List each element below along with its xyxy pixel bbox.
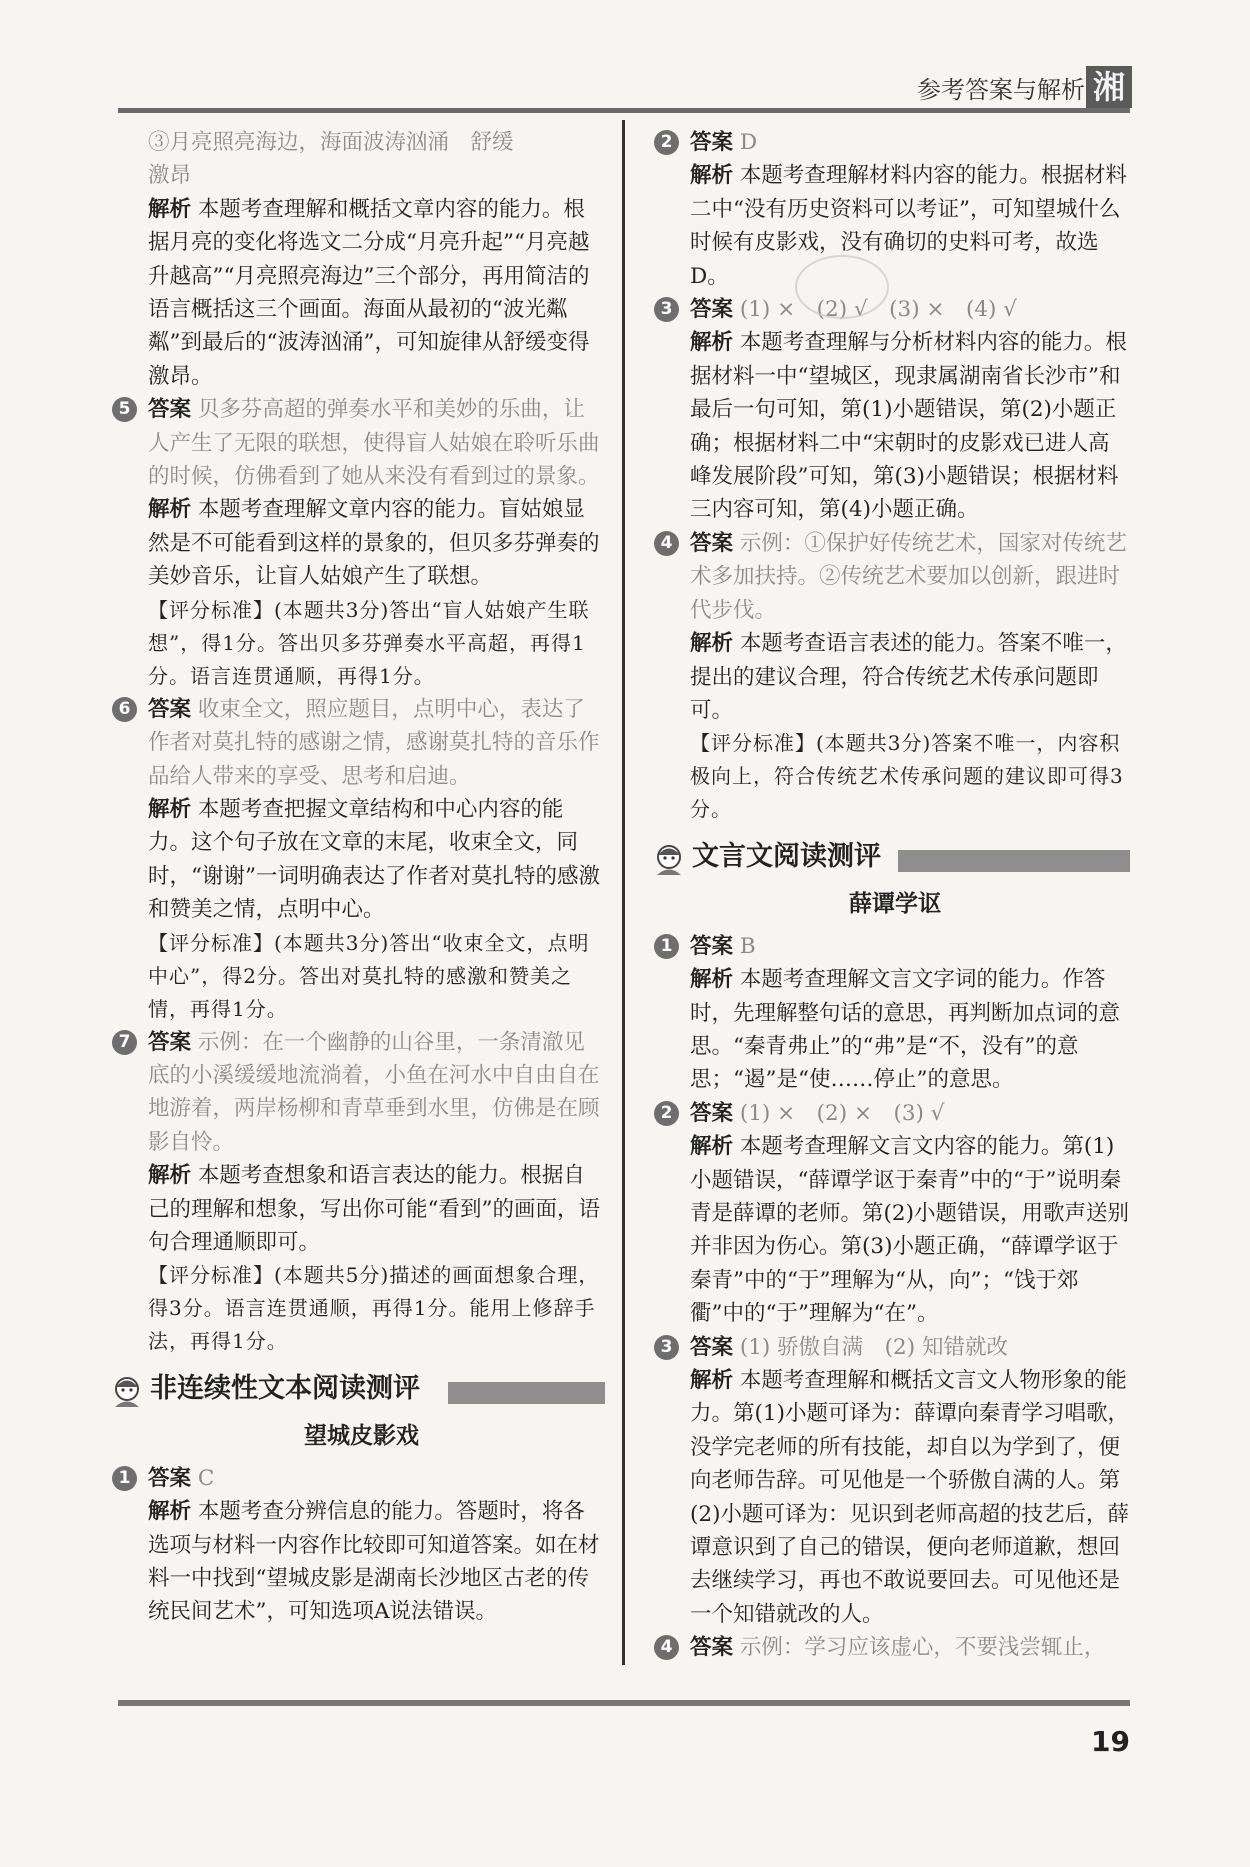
analysis-label: 解析 (690, 631, 734, 657)
page-number: 19 (1091, 1725, 1130, 1758)
analysis-text: 本题考查想象和语言表达的能力。根据自己的理解和想象，写出你可能“看到”的画面，语句合理通顺即可。 (148, 1163, 600, 1255)
student-icon (110, 1374, 144, 1408)
analysis-label: 解析 (690, 1134, 734, 1160)
answer-text: ③月亮照亮海边，海面波涛汹涌 舒缓 (148, 130, 514, 155)
analysis-text: 本题考查理解文言文内容的能力。第(1)小题错误，“薛谭学讴于秦青”中的“于”说明秦青是薛谭的老师。第(2)小题错误，用歌声送别并非因为伤心。第(3)小题正确，“薛谭学讴于秦青”中的“于”理解为“从，向”；“饯于郊衢”中的“于”理解为“在”。 (690, 1134, 1129, 1327)
analysis-label: 解析 (690, 163, 734, 189)
question-number-badge: 3 (654, 297, 679, 322)
analysis-text: 本题考查把握文章结构和中心内容的能力。这个句子放在文章的末尾，收束全文，同时，“谢谢”一词明确表达了作者对莫扎特的感激和赞美之情，点明中心。 (148, 796, 600, 923)
section-header (660, 838, 1130, 884)
question-3 (660, 293, 1130, 527)
question-number-badge: 1 (654, 934, 679, 959)
footer-rule (118, 1700, 1130, 1706)
answer-text: C (197, 1465, 215, 1491)
question-number-badge: 5 (112, 397, 137, 422)
question-number-badge: 4 (654, 531, 679, 556)
question-number-badge: 7 (112, 1030, 137, 1055)
answer-text: (1) 骄傲自满 (2) 知错就改 (739, 1334, 1008, 1360)
analysis-text: 本题考查理解和概括文章内容的能力。根据月亮的变化将选文二分成“月亮升起”“月亮越升越高”“月亮照亮海边”三个部分，再用简洁的语言概括这三个画面。海面从最初的“波光粼粼”到最后的“波涛汹涌”，可知旋律从舒缓变得激昂。 (148, 196, 590, 389)
answer-label: 答案 (690, 1100, 734, 1126)
question-number-badge: 6 (112, 697, 137, 722)
answer-text: 贝多芬高超的弹奏水平和美妙的乐曲，让人产生了无限的联想，使得盲人姑娘在聆听乐曲的时候，仿佛看到了她从来没有看到过的景象。 (148, 397, 600, 490)
analysis-text: 本题考查语言表述的能力。答案不唯一，提出的建议合理，符合传统艺术传承问题即可。 (690, 631, 1127, 723)
question-7 (118, 1026, 605, 1359)
question-number-badge: 2 (654, 130, 679, 155)
answer-text: 示例：在一个幽静的山谷里，一条清澈见底的小溪缓缓地流淌着，小鱼在河水中自由自在地游着，两岸杨柳和青草垂到水里，仿佛是在顾影自怜。 (148, 1029, 600, 1155)
question-number-badge: 1 (112, 1466, 137, 1491)
analysis-label: 解析 (148, 1499, 192, 1525)
analysis-text: 本题考查理解文章内容的能力。盲姑娘显然是不可能看到这样的景象的，但贝多芬弹奏的美妙音乐，让盲人姑娘产生了联想。 (148, 497, 600, 590)
analysis-label: 解析 (148, 497, 192, 523)
analysis-label: 解析 (148, 796, 192, 822)
scoring-criteria: 【评分标准】(本题共3分)答出“盲人姑娘产生联想”，得1分。答出贝多芬弹奏水平高超，再得1分。语言连贯通顺，再得1分。 (148, 597, 590, 688)
header-title: 参考答案与解析 (917, 76, 1085, 104)
answer-text: (1) × (2) √ (3) × (4) √ (739, 297, 1017, 323)
answer-label: 答案 (690, 1635, 734, 1661)
question-3 (660, 1331, 1130, 1632)
analysis-text: 本题考查分辨信息的能力。答题时，将各选项与材料一内容作比较即可知道答案。如在材料一中找到“望城皮影是湖南长沙地区古老的传统民间艺术”，可知选项A说法错误。 (148, 1499, 600, 1625)
analysis-text: 本题考查理解和概括文言文人物形象的能力。第(1)小题可译为：薛谭向秦青学习唱歌，没学完老师的所有技能，却自以为学到了，便向老师告辞。可见他是一个骄傲自满的人。第(2)小题可译为：见识到老师高超的技艺后，薛谭意识到了自己的错误，便向老师道歉，想回去继续学习，再也不敢说要回去。可见他还是一个知错就改的人。 (690, 1368, 1129, 1627)
question-number-badge: 2 (654, 1101, 679, 1126)
answer-text: B (739, 933, 756, 959)
answer-text: 收束全文，照应题目，点明中心，表达了作者对莫扎特的感谢之情，感谢莫扎特的音乐作品给人带来的享受、思考和启迪。 (148, 696, 600, 789)
answer-label: 答案 (690, 130, 734, 155)
header-rule (118, 108, 1130, 113)
analysis-label: 解析 (148, 196, 192, 222)
answer-label: 答案 (690, 530, 734, 556)
student-icon (652, 842, 686, 876)
section-bar (448, 1382, 605, 1404)
answer-label: 答案 (690, 933, 734, 959)
answer-label: 答案 (690, 1334, 734, 1360)
question-2 (660, 1097, 1130, 1331)
question-1 (660, 930, 1130, 1097)
answer-text: 示例：①保护好传统艺术，国家对传统艺术多加扶持。②传统艺术要加以创新，跟进时代步伐。 (690, 530, 1127, 623)
answer-label: 答案 (148, 1029, 192, 1055)
answer-label: 答案 (148, 696, 192, 722)
analysis-label: 解析 (690, 330, 734, 356)
section-title: 非连续性文本阅读测评 (150, 1373, 420, 1405)
analysis-text: 本题考查理解材料内容的能力。根据材料二中“没有历史资料可以考证”，可知望城什么时候有皮影戏，没有确切的史料可考，故选D。 (690, 163, 1127, 289)
answer-text: 激昂 (148, 163, 192, 189)
analysis-label: 解析 (690, 1368, 734, 1393)
answer-text: 示例：学习应该虚心，不要浅尝辄止， (739, 1635, 1106, 1661)
answer-text: (1) × (2) × (3) √ (739, 1100, 945, 1126)
question-6 (118, 693, 605, 1026)
section-header (118, 1370, 605, 1416)
left-column (118, 126, 605, 1629)
scoring-criteria: 【评分标准】(本题共5分)描述的画面想象合理，得3分。语言连贯通顺，再得1分。能用上修辞手法，再得1分。 (148, 1263, 600, 1354)
answer-label: 答案 (690, 297, 734, 323)
question-5 (118, 393, 605, 692)
section-subtitle: 望城皮影戏 (304, 1423, 419, 1450)
scoring-criteria: 【评分标准】(本题共3分)答案不唯一，内容积极向上，符合传统艺术传承问题的建议即可得3分。 (690, 731, 1124, 822)
question-2 (660, 126, 1130, 293)
analysis-paragraph (118, 193, 605, 393)
scoring-criteria: 【评分标准】(本题共3分)答出“收束全文，点明中心”，得2分。答出对莫扎特的感激和赞美之情，再得1分。 (148, 930, 590, 1021)
question-number-badge: 3 (654, 1335, 679, 1360)
question-4 (660, 527, 1130, 826)
section-title: 文言文阅读测评 (692, 841, 881, 873)
answer-label: 答案 (148, 397, 192, 423)
analysis-label: 解析 (148, 1163, 192, 1189)
right-column (660, 126, 1130, 1665)
answer-text: D (739, 130, 758, 155)
watermark-stamp-icon (795, 255, 889, 319)
analysis-text: 本题考查理解与分析材料内容的能力。根据材料一中“望城区，现隶属湖南省长沙市”和最后一句可知，第(1)小题错误，第(2)小题正确；根据材料二中“宋朝时的皮影戏已进人高峰发展阶段”可知，第(3)小题错误；根据材料三内容可知，第(4)小题正确。 (690, 330, 1127, 523)
column-divider (622, 120, 625, 1665)
header-badge: 湘 (1086, 66, 1132, 108)
question-number-badge: 4 (654, 1635, 679, 1660)
answer-label: 答案 (148, 1465, 192, 1491)
analysis-label: 解析 (690, 967, 734, 993)
section-subtitle: 薛谭学讴 (849, 891, 941, 918)
question-4 (660, 1631, 1130, 1664)
analysis-text: 本题考查理解文言文字词的能力。作答时，先理解整句话的意思，再判断加点词的意思。“秦青弗止”的“弗”是“不，没有”的意思；“遏”是“使……停止”的意思。 (690, 967, 1121, 1093)
section-bar (898, 850, 1130, 872)
question-1 (118, 1462, 605, 1629)
